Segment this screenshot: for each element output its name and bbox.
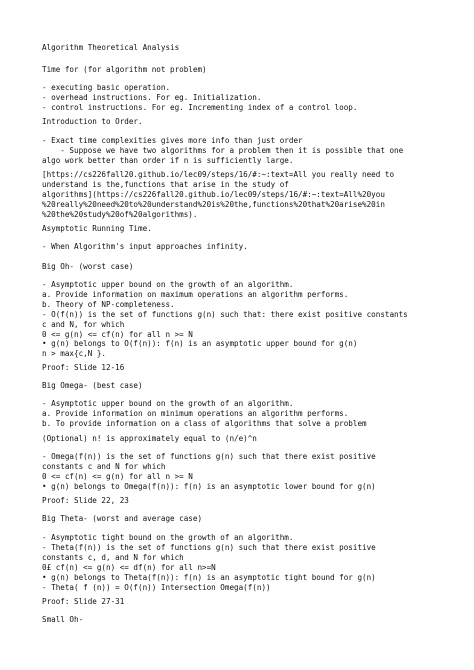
text-line: Proof: Slide 22, 23 (42, 496, 129, 505)
order-intro-notes (42, 136, 462, 166)
big-omega-heading (42, 381, 462, 391)
text-line: - Asymptotic upper bound on the growth of an algorithm. (42, 399, 294, 408)
text-line: Introduction to Order. (42, 117, 143, 126)
text-line: - Omega(f(n)) is the set of functions g(n) such that there exist positive (42, 452, 376, 461)
text-line: n > max{c,N }. (42, 349, 107, 359)
document-title (42, 43, 462, 53)
small-oh-heading (42, 615, 462, 625)
text-line: Proof: Slide 27-31 (42, 597, 125, 606)
asymptotic-note (42, 242, 462, 252)
text-line: Asymptotic Running Time. (42, 224, 152, 233)
text-line: c and N, for which (42, 319, 125, 329)
text-line: constants c and N for which (42, 461, 166, 471)
big-oh-details (42, 280, 462, 359)
text-line: - Theta( f (n)) = O(f(n)) Intersection Omega(f(n)) (42, 582, 271, 592)
text-line: - O(f(n)) is the set of functions g(n) such that: there exist positive constants (42, 309, 408, 319)
text-line: Big Oh- (worst case) (42, 262, 134, 271)
text-line: - When Algorithm's input approaches infinity. (42, 242, 248, 251)
time-components-list (42, 83, 462, 113)
text-line: • g(n) belongs to O(f(n)): f(n) is an asymptotic upper bound for g(n) (42, 339, 358, 349)
big-omega-details (42, 399, 462, 429)
text-line: b. Theory of NP-completeness. (42, 299, 175, 309)
text-line: constants c, d, and N for which (42, 552, 184, 562)
text-line: - Asymptotic tight bound on the growth of an algorithm. (42, 533, 294, 542)
text-line: - overhead instructions. For eg. Initialization. (42, 92, 262, 102)
text-line: (Optional) n! is approximately equal to (n/e)^n (42, 434, 257, 443)
text-line: %20the%20study%20of%20algorithms). (42, 209, 198, 219)
big-omega-definition (42, 452, 462, 492)
optional-stirling-note (42, 434, 462, 444)
text-line: - Asymptotic upper bound on the growth of an algorithm. (42, 280, 294, 289)
big-omega-proof (42, 496, 462, 506)
reference-link-paragraph (42, 170, 462, 220)
text-line: understand is the,functions that arise in the study of (42, 179, 289, 189)
text-line: 0 <= cf(n) <= g(n) for all n >= N (42, 471, 193, 481)
text-line: algorithms](https://cs226fall20.github.io/lec09/steps/16/#:~:text=All%20you (42, 189, 385, 199)
text-line: algo work better than order if n is sufficiently large. (42, 155, 294, 165)
big-theta-details (42, 533, 462, 592)
big-theta-proof (42, 597, 462, 607)
text-line: - Suppose we have two algorithms for a problem then it is possible that one (42, 145, 404, 155)
text-line: Time for (for algorithm not problem) (42, 65, 207, 74)
text-line: Big Omega- (best case) (42, 381, 143, 390)
text-line: 0£ cf(n) <= g(n) <= df(n) for all n>=N (42, 562, 216, 572)
text-line: - control instructions. For eg. Incrementing index of a control loop. (42, 102, 358, 112)
big-theta-heading (42, 514, 462, 524)
text-line: Algorithm Theoretical Analysis (42, 43, 180, 52)
order-intro-heading (42, 117, 462, 127)
text-line: [https://cs226fall20.github.io/lec09/steps/16/#:~:text=All you really need to (42, 170, 395, 179)
text-line: • g(n) belongs to Omega(f(n)): f(n) is an asymptotic lower bound for g(n) (42, 481, 376, 491)
text-line: Proof: Slide 12-16 (42, 363, 125, 372)
text-line: - executing basic operation. (42, 83, 171, 92)
text-line: • g(n) belongs to Theta(f(n)): f(n) is an asymptotic tight bound for g(n) (42, 572, 376, 582)
big-oh-proof (42, 363, 462, 373)
text-line: - Theta(f(n)) is the set of functions g(n) such that there exist positive (42, 542, 376, 552)
text-line: Big Theta- (worst and average case) (42, 514, 203, 523)
text-line: a. Provide information on minimum operations an algorithm performs. (42, 408, 349, 418)
text-line: b. To provide information on a class of algorithms that solve a problem (42, 418, 367, 428)
text-line: 0 <= g(n) <= cf(n) for all n >= N (42, 329, 193, 339)
big-oh-heading (42, 262, 462, 272)
text-line: - Exact time complexities gives more info than just order (42, 136, 303, 145)
text-line: a. Provide information on maximum operations an algorithm performs. (42, 289, 349, 299)
time-for-heading (42, 65, 462, 75)
asymptotic-heading (42, 224, 462, 234)
text-line: %20really%20need%20to%20understand%20is%20the,functions%20that%20arise%20in (42, 199, 385, 209)
text-line: Small Oh- (42, 615, 84, 624)
